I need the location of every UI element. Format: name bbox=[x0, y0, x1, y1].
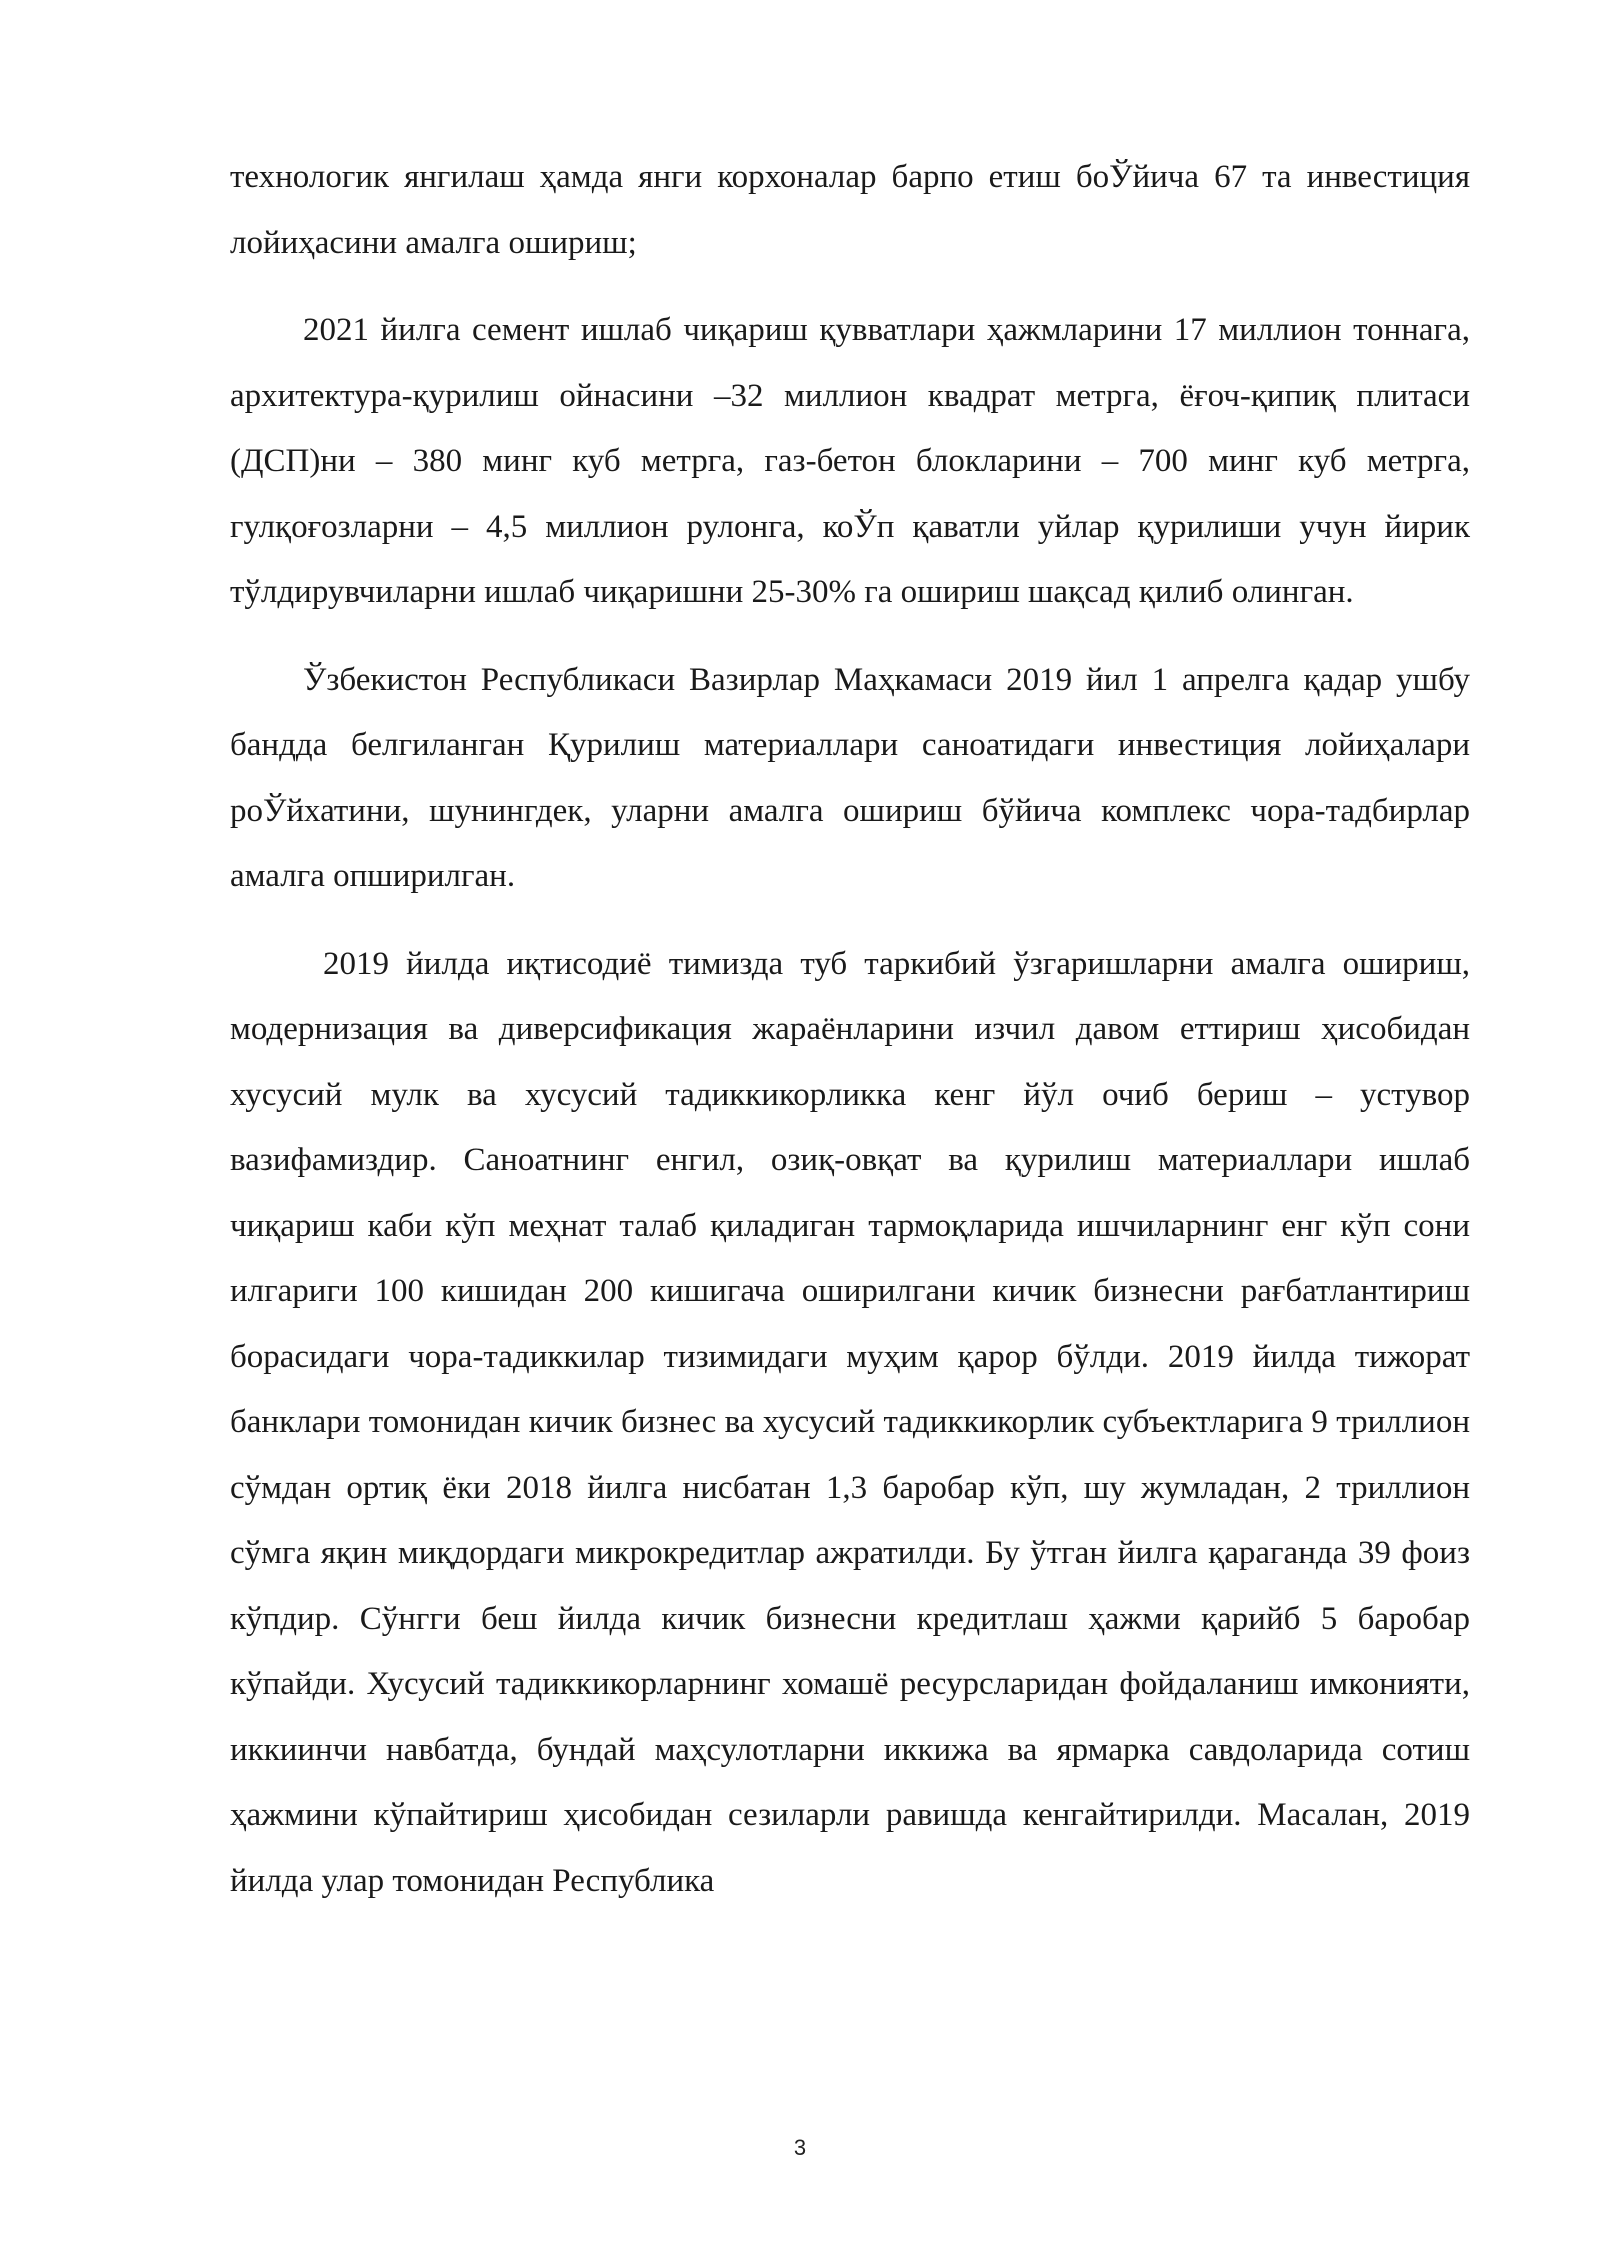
paragraph-cabinet-of-ministers: Ўзбекистон Республикаси Вазирлар Маҳкамаси 2019 йил 1 апрелга қадар ушбу бандда белгиланган Қурилиш материаллари саноатидаги инвестиция лойиҳалари роЎйхатини, шунингдек, уларни амалга ошириш бўйича комплекс чора-тадбирлар амалга опширилган. bbox=[230, 661, 1470, 894]
paragraph-small-business: 2019 йилда иқтисодиё тимизда туб таркибий ўзгаришларни амалга ошириш, модернизация ва диверсификация жараёнларини изчил давом еттириш ҳисобидан хусусий мулк ва хусусий тадиккикорликка кенг йўл очиб бериш – устувор вазифамиздир. Саноатнинг енгил, озиқ-овқат ва қурилиш материаллари ишлаб чиқариш каби кўп меҳнат талаб қиладиган тармоқларида ишчиларнинг енг кўп сони илгариги 100 кишидан 200 кишигача оширилгани кичик бизнесни рағбатлантириш борасидаги чора-тадиккилар тизимидаги муҳим қарор бўлди. 2019 йилда тижорат банклари томонидан кичик бизнес ва хусусий тадиккикорлик субъектларига 9 триллион сўмдан ортиқ ёки 2018 йилга нисбатан 1,3 баробар кўп, шу жумладан, 2 триллион сўмга яқин миқдордаги микрокредитлар ажратилди. Бу ўтган йилга қараганда 39 фоиз кўпдир. Сўнгги беш йилда кичик бизнесни кредитлаш ҳажми қарийб 5 баробар кўпайди. Хусусий тадиккикорларнинг хомашё ресурсларидан фойдаланиш имконияти, иккиинчи навбатда, бундай маҳсулотларни иккижа ва ярмарка савдоларида сотиш ҳажмини кўпайтириш ҳисобидан сезиларли равишда кенгайтирилди. Масалан, 2019 йилда улар томонидан Республика bbox=[230, 945, 1470, 1899]
paragraph-production-targets: 2021 йилга семент ишлаб чиқариш қувватлари ҳажмларини 17 миллион тоннага, архитектура-қурилиш ойнасини –32 миллион квадрат метрга, ёғоч-қипиқ плитаси (ДСП)ни – 380 минг куб метрга, газ-бетон блокларини – 700 минг куб метрга, гулқоғозларни – 4,5 миллион рулонга, коЎп қаватли уйлар қурилиши учун йирик тўлдирувчиларни ишлаб чиқаришни 25-30% га ошириш шақсад қилиб олинган. bbox=[230, 312, 1470, 610]
paragraph-investment-projects: технологик янгилаш ҳамда янги корхоналар барпо етиш боЎйича 67 та инвестиция лойиҳасини амалга ошириш; bbox=[230, 159, 1470, 261]
document-body bbox=[230, 145, 1470, 1914]
page-number: 3 bbox=[793, 2135, 807, 2160]
